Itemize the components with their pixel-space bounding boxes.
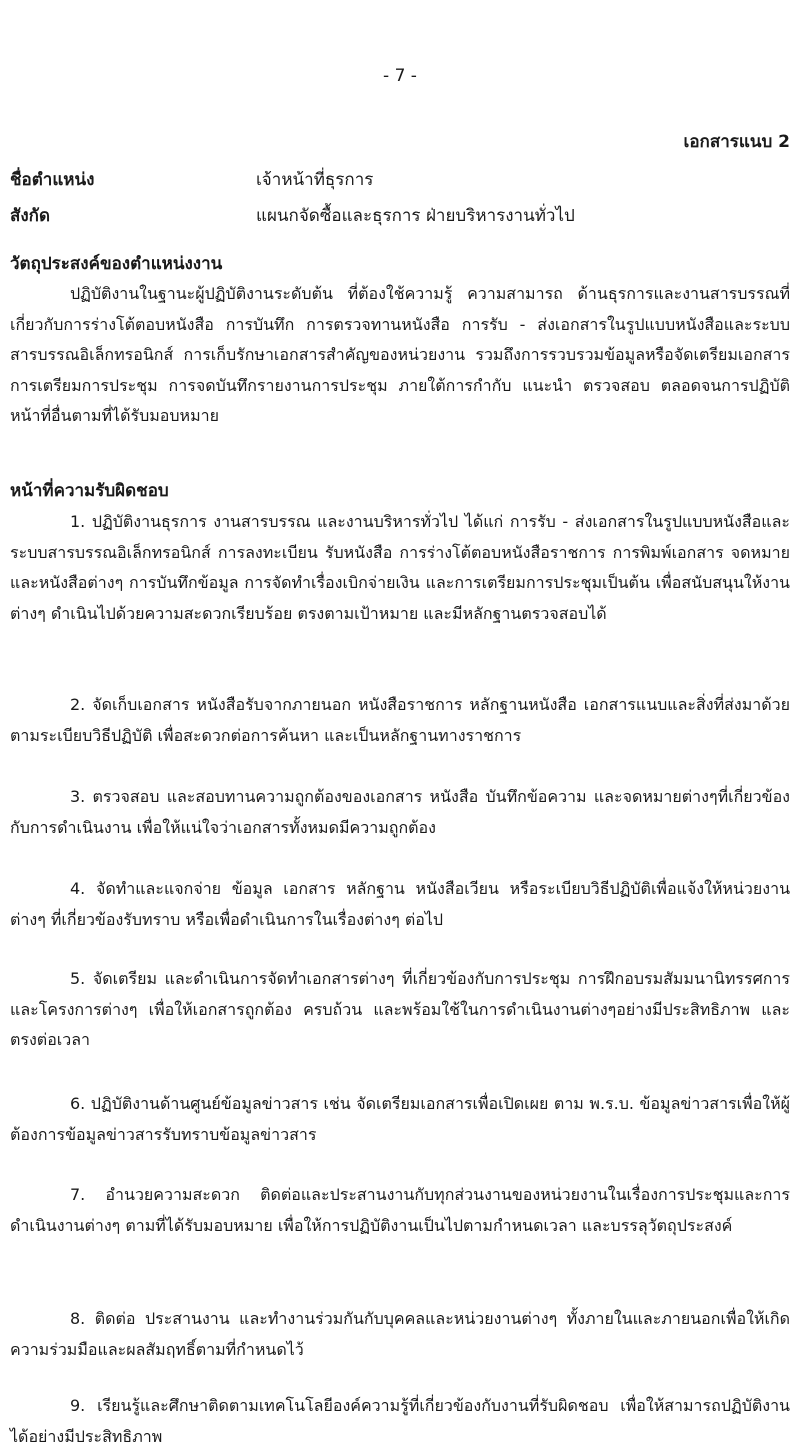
responsibility-item-7: 7. อำนวยความสะดวก ติดต่อและประสานงานกับทุกส่วนงานของหน่วยงานในเรื่องการประชุมและการดำเนินงานต่างๆ ตามที่ได้รับมอบหมาย เพื่อให้การปฏิบัติงานเป็นไปตามกำหนดเวลา และบรรลุวัตถุประสงค์ xyxy=(10,1185,790,1235)
position-label: ชื่อตำแหน่ง xyxy=(10,170,95,190)
responsibility-item-6: 6. ปฏิบัติงานด้านศูนย์ข้อมูลข่าวสาร เช่น จัดเตรียมเอกสารเพื่อเปิดเผย ตาม พ.ร.บ. ข้อมูลข่าวสารเพื่อให้ผู้ต้องการข้อมูลข่าวสารรับทราบข้อมูลข่าวสาร xyxy=(10,1094,790,1144)
page-number: - 7 - xyxy=(383,66,417,86)
position-value: เจ้าหน้าที่ธุรการ xyxy=(256,170,374,190)
affiliation-value: แผนกจัดซื้อและธุรการ ฝ่ายบริหารงานทั่วไป xyxy=(256,206,575,226)
responsibilities-heading: หน้าที่ความรับผิดชอบ xyxy=(10,481,169,501)
objective-heading: วัตถุประสงค์ของตำแหน่งงาน xyxy=(10,254,223,274)
responsibility-item-4: 4. จัดทำและแจกจ่าย ข้อมูล เอกสาร หลักฐาน หนังสือเวียน หรือระเบียบวิธีปฏิบัติเพื่อแจ้งให้หน่วยงานต่างๆ ที่เกี่ยวข้องรับทราบ หรือเพื่อดำเนินการในเรื่องต่างๆ ต่อไป xyxy=(10,879,790,929)
objective-paragraph: ปฏิบัติงานในฐานะผู้ปฏิบัติงานระดับต้น ที่ต้องใช้ความรู้ ความสามารถ ด้านธุรการและงานสารบรรณที่เกี่ยวกับการร่างโต้ตอบหนังสือ การบันทึก การตรวจทานหนังสือ การรับ - ส่งเอกสารในรูปแบบหนังสือและระบบสารบรรณอิเล็กทรอนิกส์ การเก็บรักษาเอกสารสำคัญของหน่วยงาน รวมถึงการรวบรวมข้อมูลหรือจัดเตรียมเอกสาร การเตรียมการประชุม การจดบันทึกรายงานการประชุม ภายใต้การกำกับ แนะนำ ตรวจสอบ ตลอดจนการปฏิบัติหน้าที่อื่นตามที่ได้รับมอบหมาย xyxy=(10,284,790,425)
affiliation-label: สังกัด xyxy=(10,206,51,226)
responsibility-item-3: 3. ตรวจสอบ และสอบทานความถูกต้องของเอกสาร หนังสือ บันทึกข้อความ และจดหมายต่างๆที่เกี่ยวข้องกับการดำเนินงาน เพื่อให้แน่ใจว่าเอกสารทั้งหมดมีความถูกต้อง xyxy=(10,787,790,837)
responsibility-item-9: 9. เรียนรู้และศึกษาติดตามเทคโนโลยีองค์ความรู้ที่เกี่ยวข้องกับงานที่รับผิดชอบ เพื่อให้สามารถปฏิบัติงานได้อย่างมีประสิทธิภาพ xyxy=(10,1396,790,1446)
responsibility-item-8: 8. ติดต่อ ประสานงาน และทำงานร่วมกันกับบุคคลและหน่วยงานต่างๆ ทั้งภายในและภายนอกเพื่อให้เกิดความร่วมมือและผลสัมฤทธิ์ตามที่กำหนดไว้ xyxy=(10,1309,790,1359)
responsibility-item-5: 5. จัดเตรียม และดำเนินการจัดทำเอกสารต่างๆ ที่เกี่ยวข้องกับการประชุม การฝึกอบรมสัมมนานิทรรศการ และโครงการต่างๆ เพื่อให้เอกสารถูกต้อง ครบถ้วน และพร้อมใช้ในการดำเนินงานต่างๆอย่างมีประสิทธิภาพ และตรงต่อเวลา xyxy=(10,969,790,1049)
responsibility-item-2: 2. จัดเก็บเอกสาร หนังสือรับจากภายนอก หนังสือราชการ หลักฐานหนังสือ เอกสารแนบและสิ่งที่ส่งมาด้วย ตามระเบียบวิธีปฏิบัติ เพื่อสะดวกต่อการค้นหา และเป็นหลักฐานทางราชการ xyxy=(10,695,790,745)
attachment-label: เอกสารแนบ 2 xyxy=(683,132,790,152)
responsibility-item-1: 1. ปฏิบัติงานธุรการ งานสารบรรณ และงานบริหารทั่วไป ได้แก่ การรับ - ส่งเอกสารในรูปแบบหนังสือและระบบสารบรรณอิเล็กทรอนิกส์ การลงทะเบียน รับหนังสือ การร่างโต้ตอบหนังสือราชการ การพิมพ์เอกสาร จดหมาย และหนังสือต่างๆ การบันทึกข้อมูล การจัดทำเรื่องเบิกจ่ายเงิน และการเตรียมการประชุมเป็นต้น เพื่อสนับสนุนให้งานต่างๆ ดำเนินไปด้วยความสะดวกเรียบร้อย ตรงตามเป้าหมาย และมีหลักฐานตรวจสอบได้ xyxy=(10,512,790,623)
